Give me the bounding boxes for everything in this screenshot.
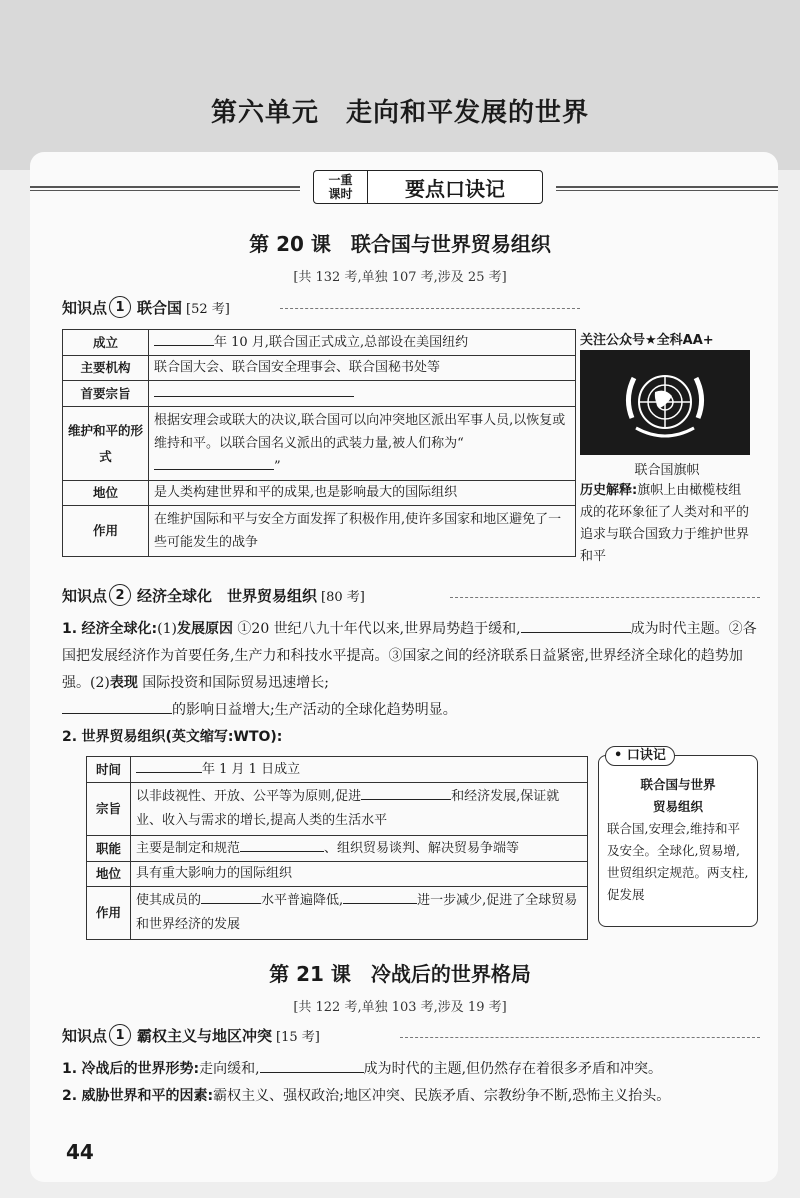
flag-note-text: 旗帜上由橄榄枝组成的花环象征了人类对和平的追求与联合国致力于维护世界和平 — [580, 483, 750, 564]
unit-title: 第六单元 走向和平发展的世界 — [210, 98, 589, 128]
flag-note — [580, 480, 754, 568]
blank — [343, 890, 417, 904]
table-row — [87, 757, 588, 783]
table-cell: 使其成员的 水平普遍降低, 进一步减少,促进了全球贸易和世界经济的发展 — [131, 887, 588, 940]
kp-number: 1 — [109, 296, 131, 318]
kp-divider — [450, 597, 760, 598]
table-cell: 以非歧视性、开放、公平等为原则,促进 和经济发展,保证就业、收入与需求的增长,提高人类的生活水平 — [131, 783, 588, 836]
table-head: 首要宗旨 — [63, 381, 149, 407]
table-cell: 具有重大影响力的国际组织 — [131, 862, 588, 887]
mnemonic-tag: • 口诀记 — [605, 746, 675, 766]
kp-label: 知识点 — [62, 586, 108, 605]
banner-text: 要点口诀记 — [405, 176, 505, 201]
table-row — [63, 481, 576, 506]
table-cell: 在维护国际和平与安全方面发挥了积极作用,使许多国家和地区避免了一些可能发生的战争 — [149, 506, 576, 557]
banner-tag — [314, 170, 368, 204]
table-cell — [149, 330, 576, 356]
blank — [260, 1059, 364, 1073]
un-table — [62, 329, 576, 557]
blank — [361, 786, 451, 800]
blank — [240, 838, 324, 852]
watermark-text: 关注公众号★全科AA+ — [580, 333, 714, 348]
kp-divider — [400, 1037, 760, 1038]
lesson21-sub: [共 122 考,单独 103 考,涉及 19 考] — [293, 1000, 507, 1015]
blank — [154, 383, 354, 397]
kp-name: 霸权主义与地区冲突 — [137, 1026, 273, 1045]
table-head: 主要机构 — [63, 356, 149, 381]
banner-tag-line1: 一重 — [328, 173, 353, 187]
cell-text: 年 10 月,联合国正式成立,总部设在美国纽约 — [214, 335, 469, 350]
globalization-paragraph: 1. 经济全球化:(1)发展原因 ①20 世纪八九十年代以来,世界局势趋于缓和, 成为时代主题。②各国把发展经济作为首要任务,生产力和科技水平提高。③国家之间的经济联系日益紧密,世界经济全球化的趋势加强。(2)表现 国际投资和国际贸易迅速增长; 的影响日益增大;生产活动的全球化趋势明显。 — [62, 621, 757, 718]
table-row — [63, 407, 576, 481]
wto-table — [86, 756, 588, 940]
lesson20-sub: [共 132 考,单独 107 考,涉及 25 考] — [293, 270, 507, 285]
blank — [201, 890, 261, 904]
un-flag-box — [580, 329, 754, 568]
mnemonic-title: 联合国与世界 — [640, 777, 716, 792]
blank — [136, 759, 202, 773]
section-banner — [30, 170, 778, 206]
table-cell: 联合国大会、联合国安全理事会、联合国秘书处等 — [149, 356, 576, 381]
kp-label: 知识点 — [62, 1026, 108, 1045]
table-row — [87, 887, 588, 940]
kp-name: 联合国 — [137, 298, 183, 317]
table-row — [87, 862, 588, 887]
table-head: 地位 — [87, 862, 131, 887]
flag-note-label: 历史解释: — [580, 483, 638, 498]
mnemonic-box — [598, 748, 758, 927]
mnemonic-body: 联合国,安理会,维持和平及安全。全球化,贸易增,世贸组织定规范。两支柱,促发展 — [607, 821, 749, 902]
table-cell: 是人类构建世界和平的成果,也是影响最大的国际组织 — [149, 481, 576, 506]
table-head: 成立 — [63, 330, 149, 356]
kp-number: 1 — [109, 1024, 131, 1046]
banner-line-right — [556, 186, 778, 191]
postwar-situation: 1. 冷战后的世界形势:走向缓和, 成为时代的主题,但仍然存在着很多矛盾和冲突。 — [62, 1061, 663, 1077]
lesson20-kp1 — [62, 296, 230, 318]
header-band — [0, 0, 800, 170]
kp-divider — [280, 308, 580, 309]
kp-label: 知识点 — [62, 298, 108, 317]
table-cell: 主要是制定和规范 、组织贸易谈判、解决贸易争端等 — [131, 836, 588, 862]
table-row — [87, 783, 588, 836]
table-row — [63, 356, 576, 381]
table-cell — [149, 407, 576, 481]
lesson20-kp2 — [62, 584, 365, 606]
blank — [154, 332, 214, 346]
lesson20-title: 第 20 课 联合国与世界贸易组织 — [249, 232, 551, 256]
blank — [62, 700, 172, 714]
table-head: 地位 — [63, 481, 149, 506]
table-row — [63, 381, 576, 407]
kp-count: [80 考] — [321, 589, 365, 605]
table-head: 维护和平的形式 — [63, 407, 149, 481]
blank — [521, 619, 631, 633]
table-head: 作用 — [87, 887, 131, 940]
lesson21-kp1 — [62, 1024, 320, 1046]
un-emblem-icon — [610, 358, 720, 448]
table-row — [87, 836, 588, 862]
kp-number: 2 — [109, 584, 131, 606]
flag-caption: 联合国旗帜 — [634, 463, 700, 478]
kp-name: 经济全球化 世界贸易组织 — [137, 586, 318, 605]
mnemonic-title: 贸易组织 — [652, 799, 703, 814]
table-head: 作用 — [63, 506, 149, 557]
peace-threats: 2. 威胁世界和平的因素:霸权主义、强权政治;地区冲突、民族矛盾、宗教纷争不断,恐怖主义抬头。 — [62, 1088, 671, 1104]
banner-box — [313, 170, 543, 204]
table-cell: 年 1 月 1 日成立 — [131, 757, 588, 783]
table-cell — [149, 381, 576, 407]
table-head: 职能 — [87, 836, 131, 862]
page-number: 44 — [66, 1140, 94, 1164]
cell-text: ” — [274, 459, 281, 474]
lesson21-title: 第 21 课 冷战后的世界格局 — [269, 962, 531, 986]
banner-line-left — [30, 186, 300, 191]
blank — [154, 456, 274, 470]
un-flag-image — [580, 350, 750, 455]
cell-text: 根据安理会或联大的决议,联合国可以向冲突地区派出军事人员,以恢复或维持和平。以联合国名义派出的武装力量,被人们称为“ — [154, 413, 566, 451]
wto-heading: 2. 世界贸易组织(英文缩写:WTO): — [62, 729, 283, 745]
table-row — [63, 506, 576, 557]
banner-tag-line2: 课时 — [328, 187, 353, 201]
kp-count: [15 考] — [276, 1029, 320, 1045]
table-row — [63, 330, 576, 356]
kp-count: [52 考] — [186, 301, 230, 317]
table-head: 时间 — [87, 757, 131, 783]
table-head: 宗旨 — [87, 783, 131, 836]
